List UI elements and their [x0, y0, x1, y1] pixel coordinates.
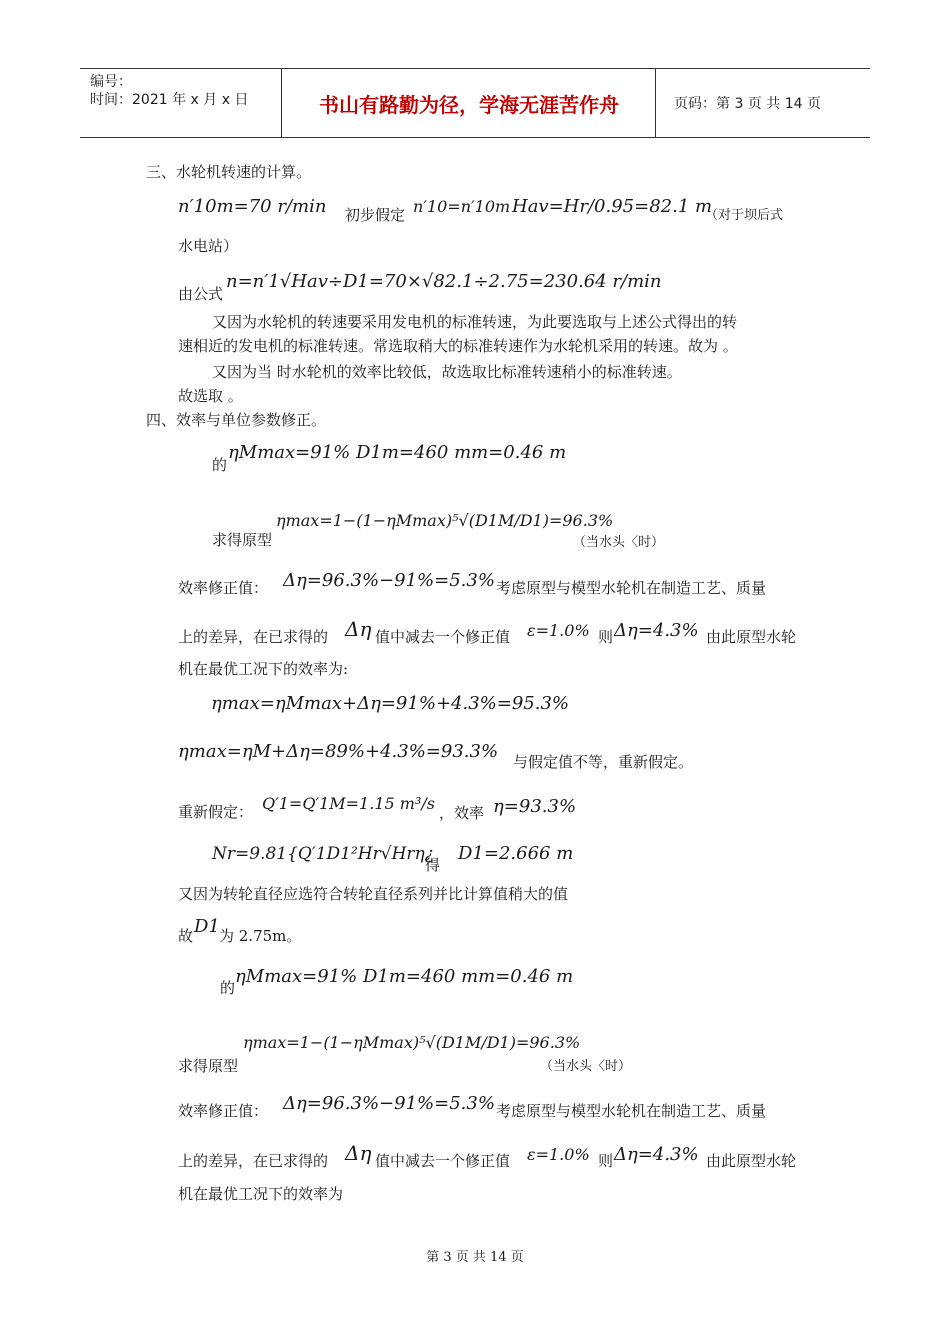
- dangshui-2: （当水头〈时）: [540, 1059, 632, 1074]
- xz2-label: 效率修正值：: [178, 1102, 269, 1120]
- eq-nr: Nr=9.81{Q′1D1²Hr√Hrη¿: [212, 844, 434, 864]
- eq-n: n=n′1√Hav÷D1=70×√82.1÷2.75=230.64 r/min: [226, 271, 662, 292]
- jz-1: 机在最优工况下的效率为:: [178, 660, 349, 678]
- cy1-a: 上的差异，在已求得的: [178, 628, 329, 646]
- cy2-a: 上的差异，在已求得的: [178, 1152, 329, 1170]
- dam-note-a: （对于坝后式: [705, 208, 784, 223]
- xz2-eq: Δη=96.3%−91%=5.3%: [283, 1093, 495, 1114]
- cy2-f: Δη=4.3%: [614, 1144, 699, 1165]
- cy2-e: ε=1.0%: [527, 1145, 590, 1164]
- cy1-c: 则: [598, 628, 614, 646]
- cy1-b: 值中减去一个修正值: [375, 628, 511, 646]
- eq-eta: η=93.3%: [493, 796, 577, 817]
- cy1-e: ε=1.0%: [527, 621, 590, 640]
- header-page: [664, 69, 870, 137]
- reassume-label: 重新假定：: [178, 803, 254, 821]
- xz1-eq: Δη=96.3%−91%=5.3%: [283, 570, 495, 591]
- header-meta: [80, 69, 282, 137]
- dangshui-1: （当水头〈时）: [573, 535, 665, 550]
- section-3-title: 三、水轮机转速的计算。: [146, 163, 312, 181]
- eq-n10m: n′10m=70 r/min: [178, 196, 327, 217]
- eq-n10: n′10=n′10m: [413, 197, 511, 216]
- eq-etamax-1: ηmax=1−(1−ηMmax)⁵√(D1M/D1)=96.3%: [276, 511, 614, 530]
- page-header: [80, 68, 870, 138]
- cy2-c: 则: [598, 1152, 614, 1170]
- qiude-1: 求得原型: [212, 531, 273, 549]
- not-equal: 与假定值不等，重新假定。: [513, 753, 694, 771]
- para-2a: 又因为当 时水轮机的效率比较低，故选取比标准转速稍小的标准转速。: [212, 363, 682, 381]
- xz1-label: 效率修正值：: [178, 579, 269, 597]
- cy2-g: 由此原型水轮: [706, 1152, 797, 1170]
- eff-label: ，效率: [439, 804, 485, 822]
- eq-etam-1: ηMmax=91% D1m=460 mm=0.46 m: [228, 442, 567, 463]
- header-code: 编号：: [90, 74, 132, 90]
- para-1b: 速相近的发电机的标准转速。常选取稍大的标准转速作为水轮机采用的转速。故为 。: [178, 337, 738, 355]
- eq-q: Q′1=Q′1M=1.15 m³/s: [262, 794, 435, 813]
- de-2: 的: [220, 979, 236, 997]
- section-4-title: 四、效率与单位参数修正。: [146, 411, 327, 429]
- page-footer: 第 3 页 共 14 页: [426, 1250, 524, 1265]
- header-page-text: 页码：第 3 页 共 14 页: [674, 96, 821, 112]
- eq-d1: D1=2.666 m: [458, 843, 574, 864]
- by-formula: 由公式: [178, 285, 224, 303]
- header-time: 时间：2021 年 x 月 x 日: [90, 92, 249, 108]
- header-motto: 书山有路勤为径，学海无涯苦作舟: [283, 69, 656, 137]
- diameter-note: 又因为转轮直径应选符合转轮直径系列并比计算值稍大的值: [178, 885, 569, 903]
- para-1a: 又因为水轮机的转速要采用发电机的标准转速，为此要选取与上述公式得出的转: [212, 313, 738, 331]
- eq-etamax-2: ηmax=1−(1−ηMmax)⁵√(D1M/D1)=96.3%: [243, 1033, 581, 1052]
- cy1-d: Δη: [345, 617, 372, 641]
- eq-b: ηmax=ηM+Δη=89%+4.3%=93.3%: [178, 741, 499, 762]
- de-get: 得: [425, 856, 441, 874]
- gu-d1: D1: [194, 916, 220, 937]
- gu-value: 为 2.75m。: [219, 927, 302, 945]
- xz2-text: 考虑原型与模型水轮机在制造工艺、质量: [496, 1102, 767, 1120]
- para-2b: 故选取 。: [178, 387, 243, 405]
- dam-note-b: 水电站）: [178, 237, 239, 255]
- xz1-text: 考虑原型与模型水轮机在制造工艺、质量: [496, 579, 767, 597]
- eq-etam-2: ηMmax=91% D1m=460 mm=0.46 m: [235, 966, 574, 987]
- qiude-2: 求得原型: [178, 1057, 239, 1075]
- cy1-g: 由此原型水轮: [706, 628, 797, 646]
- gu: 故: [178, 927, 194, 945]
- cy1-f: Δη=4.3%: [614, 620, 699, 641]
- assume-label: 初步假定: [345, 206, 406, 224]
- de-1: 的: [212, 456, 228, 474]
- jz-2: 机在最优工况下的效率为: [178, 1185, 344, 1203]
- cy2-b: 值中减去一个修正值: [375, 1152, 511, 1170]
- cy2-d: Δη: [345, 1141, 372, 1165]
- eq-a: ηmax=ηMmax+Δη=91%+4.3%=95.3%: [211, 693, 570, 714]
- eq-hav: Hav=Hr/0.95=82.1 m: [512, 196, 713, 217]
